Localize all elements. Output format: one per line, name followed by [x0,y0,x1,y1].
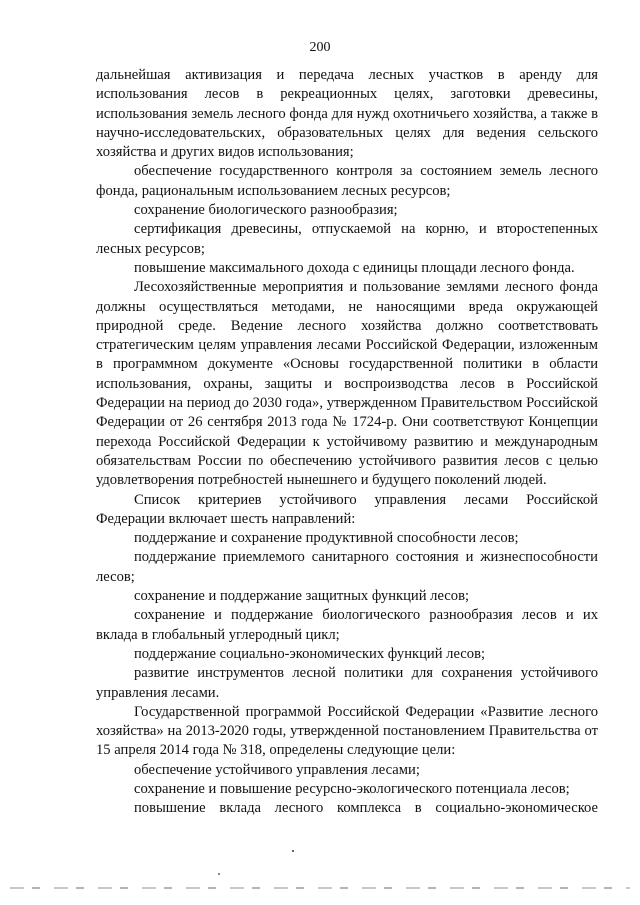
scan-speck [292,850,294,852]
paragraph: поддержание и сохранение продуктивной способности лесов; [134,530,519,547]
paragraph: Лесохозяйственные мероприятия и пользование землями лесного фонда должны осуществляться методами, не наносящими вреда окружающей природной среде. Ведение лесного хозяйства должно соответствовать стратегическим целям управления лесами Российской Федерации, изложенным в программном документе «Основы государственной политики в области использования, охраны, защиты и воспроизводства лесов в Российской Федерации на период до 2030 года», утвержденном Правительством Российской Федерации от 26 сентября 2013 года № 1724-р. Они соответствуют Концепции перехода Российской Федерации к устойчивому развитию и международным обязательствам России по обеспечению устойчивого развития лесов с целью удовлетворения потребностей нынешнего и будущего поколений людей. [96,279,598,489]
paragraph: сохранение биологического разнообразия; [134,202,398,219]
paragraph: поддержание приемлемого санитарного состояния и жизнеспособности лесов; [96,549,598,585]
paragraph: дальнейшая активизация и передача лесных участков в аренду для использования лесов в рекреационных целях, заготовки древесины, использования земель лесного фонда для нужд охотничьего хозяйства, а также в научно-исследовательских, образовательных целях для ведения сельского хозяйства и других видов использования; [96,67,598,161]
paragraph: Список критериев устойчивого управления лесами Российской Федерации включает шесть направлений: [96,491,598,527]
paragraph: обеспечение государственного контроля за состоянием земель лесного фонда, рациональным использованием лесных ресурсов; [96,163,598,199]
paragraph: обеспечение устойчивого управления лесами; [134,761,420,778]
paragraph: повышение максимального дохода с единицы площади лесного фонда. [134,259,575,276]
document-body [96,66,598,819]
scan-speck [218,873,220,875]
paragraph: сохранение и поддержание защитных функций лесов; [134,588,470,605]
paragraph: поддержание социально-экономических функций лесов; [134,645,486,662]
page-number: 200 [309,40,331,55]
paragraph: развитие инструментов лесной политики для сохранения устойчивого управления лесами. [96,665,598,701]
paragraph: сохранение и повышение ресурсно-экологического потенциала лесов; [134,780,570,797]
scan-edge-artifact [10,887,630,889]
paragraph: повышение вклада лесного комплекса в социально-экономическое [134,800,598,817]
paragraph: сертификация древесины, отпускаемой на корню, и второстепенных лесных ресурсов; [96,221,598,257]
paragraph: Государственной программой Российской Федерации «Развитие лесного хозяйства» на 2013-2020 годы, утвержденной постановлением Правительства от 15 апреля 2014 года № 318, определены следующие цели: [96,703,598,759]
paragraph: сохранение и поддержание биологического разнообразия лесов и их вклада в глобальный углеродный цикл; [96,607,598,643]
